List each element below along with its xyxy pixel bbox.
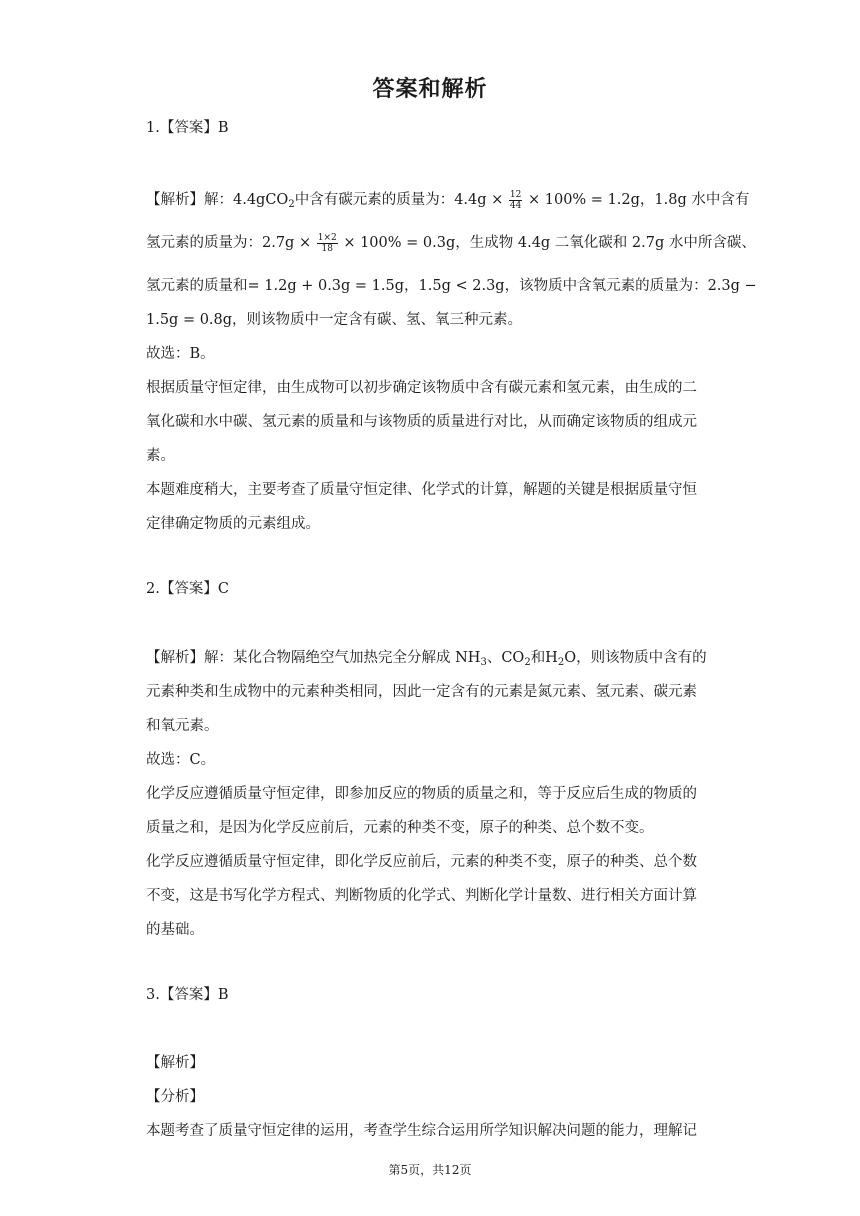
q1-choice: 故选：B。 [146, 346, 215, 362]
q3-analysis-heading: 【解析】 [146, 1055, 204, 1071]
q2-comment-line-1: 化学反应遵循质量守恒定律，即化学反应前后，元素的种类不变，原子的种类、总个数 [146, 854, 697, 870]
q2-comment-line-3: 的基础。 [146, 922, 204, 938]
q1-analysis-line-2: 氢元素的质量为：2.7g × $\frac{1\times 2}{18}$ × 100% = 0.3g，生成物 4.4g 二氧化碳和 2.7g 水中所含碳、 [146, 232, 756, 254]
q1-analysis-line-1: 【解析】解：4.4gCO$_2$中含有碳元素的质量为：4.4g × $\frac{12}{44}$ × 100% = 1.2g，1.8g 水中含有 [146, 189, 750, 211]
q1-comment-line-1: 本题难度稍大，主要考查了质量守恒定律、化学式的计算，解题的关键是根据质量守恒 [146, 482, 697, 498]
q2-choice: 故选：C。 [146, 752, 216, 768]
q2-comment-line-2: 不变，这是书写化学方程式、判断物质的化学式、判断化学计量数、进行相关方面计算 [146, 888, 697, 904]
page-title: 答案和解析 [372, 77, 488, 102]
q1-analysis-line-4: 1.5g = 0.8g，则该物质中一定含有碳、氢、氧三种元素。 [146, 312, 523, 328]
q1-analysis-line-3: 氢元素的质量和= 1.2g + 0.3g = 1.5g，1.5g < 2.3g，该物质中含氧元素的质量为：2.3g − [146, 278, 757, 294]
fraction-1x2-18: $\frac{1\times 2}{18}$ [317, 232, 337, 254]
fraction-12-44: $\frac{12}{44}$ [509, 189, 522, 211]
page-footer: 第5页，共12页 [388, 1163, 472, 1177]
q1-answer: 1.【答案】B [146, 120, 229, 136]
q1-comment-line-2: 定律确定物质的元素组成。 [146, 516, 320, 532]
q1-explain-line-1: 根据质量守恒定律，由生成物可以初步确定该物质中含有碳元素和氢元素，由生成的二 [146, 380, 697, 396]
q3-analysis-subheading: 【分析】 [146, 1089, 204, 1105]
q1-explain-line-3: 素。 [146, 448, 175, 464]
q2-analysis-line-2: 元素种类和生成物中的元素种类相同，因此一定含有的元素是氮元素、氢元素、碳元素 [146, 684, 697, 700]
q3-answer: 3.【答案】B [146, 987, 229, 1003]
q2-explain-line-2: 质量之和，是因为化学反应前后，元素的种类不变，原子的种类、总个数不变。 [146, 820, 654, 836]
q2-analysis-line-3: 和氧元素。 [146, 718, 219, 734]
q2-explain-line-1: 化学反应遵循质量守恒定律，即参加反应的物质的质量之和，等于反应后生成的物质的 [146, 786, 697, 802]
q2-answer: 2.【答案】C [146, 581, 229, 597]
q3-analysis-line-1: 本题考查了质量守恒定律的运用，考查学生综合运用所学知识解决问题的能力，理解记 [146, 1123, 697, 1139]
q2-analysis-line-1: 【解析】解：某化合物隔绝空气加热完全分解成 $NH_3$、$CO_2$和$H_2O$，则该物质中含有的 [146, 650, 707, 668]
q1-explain-line-2: 氧化碳和水中碳、氢元素的质量和与该物质的质量进行对比，从而确定该物质的组成元 [146, 414, 697, 430]
